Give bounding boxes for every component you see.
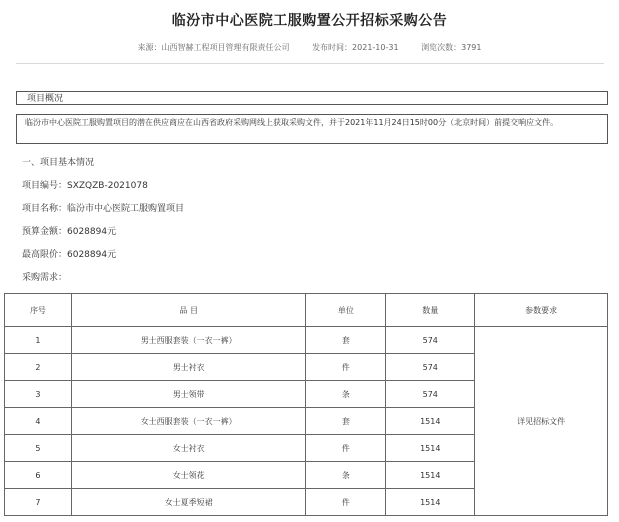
cell-qty: 1514 <box>386 462 475 489</box>
project-number: 项目编号：SXZQZB-2021078 <box>22 181 148 191</box>
header-qty: 数量 <box>386 294 475 327</box>
cell-item: 女士夏季短裙 <box>71 489 306 516</box>
meta-info <box>0 42 619 53</box>
cell-item: 女士领花 <box>71 462 306 489</box>
cell-unit: 件 <box>306 435 386 462</box>
section-heading: 一、项目基本情况 <box>22 158 95 168</box>
cell-no: 5 <box>5 435 72 462</box>
cell-no: 7 <box>5 489 72 516</box>
cell-qty: 1514 <box>386 435 475 462</box>
header-unit: 单位 <box>306 294 386 327</box>
meta-source: 来源：山西智赫工程项目管理有限责任公司 <box>137 43 290 52</box>
cell-unit: 条 <box>306 462 386 489</box>
header-params: 参数要求 <box>475 294 608 327</box>
meta-publish-time: 发布时间：2021-10-31 <box>312 43 399 52</box>
cell-unit: 套 <box>306 408 386 435</box>
meta-views: 浏览次数：3791 <box>421 43 482 52</box>
cell-item: 女士衬衣 <box>71 435 306 462</box>
cell-qty: 1514 <box>386 489 475 516</box>
cell-unit: 件 <box>306 489 386 516</box>
cell-no: 1 <box>5 327 72 354</box>
project-name: 项目名称：临汾市中心医院工服购置项目 <box>22 204 185 214</box>
divider <box>16 63 604 64</box>
cell-no: 6 <box>5 462 72 489</box>
cell-item: 男士领带 <box>71 381 306 408</box>
cell-unit: 条 <box>306 381 386 408</box>
cell-no: 4 <box>5 408 72 435</box>
cell-unit: 套 <box>306 327 386 354</box>
page-title: 临汾市中心医院工服购置公开招标采购公告 <box>171 13 448 29</box>
requirements-label: 采购需求： <box>22 273 68 283</box>
requirements-table <box>4 293 608 516</box>
cell-qty: 574 <box>386 354 475 381</box>
overview-text-box: 临汾市中心医院工服购置项目的潜在供应商应在山西省政府采购网线上获取采购文件，并于2021年11月24日15时00分（北京时间）前提交响应文件。 <box>16 114 608 144</box>
cell-item: 女士西服套装（一衣一裤） <box>71 408 306 435</box>
budget-amount: 预算金额：6028894元 <box>22 227 117 237</box>
cell-item: 男士西服套装（一衣一裤） <box>71 327 306 354</box>
cell-qty: 574 <box>386 327 475 354</box>
table-header-row <box>5 294 608 327</box>
cell-qty: 574 <box>386 381 475 408</box>
cell-no: 3 <box>5 381 72 408</box>
header-item: 品 目 <box>71 294 306 327</box>
table-row <box>5 327 608 354</box>
cell-params: 详见招标文件 <box>475 327 608 516</box>
cell-item: 男士衬衣 <box>71 354 306 381</box>
overview-label-box: 项目概况 <box>16 91 608 105</box>
cell-qty: 1514 <box>386 408 475 435</box>
header-no: 序号 <box>5 294 72 327</box>
cell-unit: 件 <box>306 354 386 381</box>
cell-no: 2 <box>5 354 72 381</box>
max-price: 最高限价：6028894元 <box>22 250 117 260</box>
